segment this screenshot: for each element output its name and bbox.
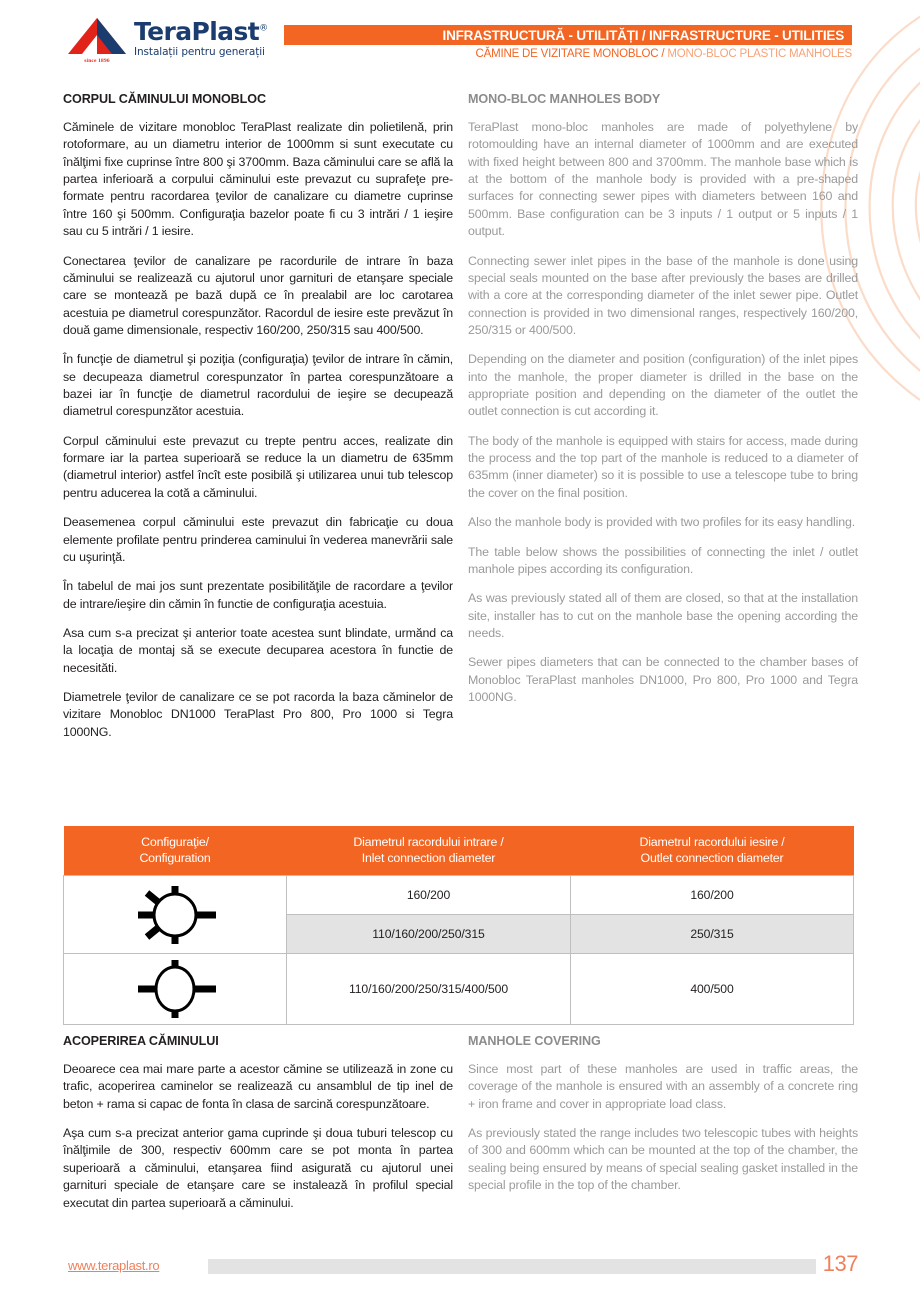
table-header-configuration	[64, 826, 287, 876]
bottom-left-romanian	[63, 1034, 453, 1212]
paragraph: As previously stated the range includes two telescopic tubes with heights of 300 and 600mm which can be mounted at the top of the chamber, the sealing being ensured by means of special sealing gasket installed in the special profile in the top of the chamber.	[468, 1126, 858, 1193]
table-header-inlet-ro: Diametrul racordului intrare /	[353, 835, 504, 849]
table-cell-outlet: 160/200	[571, 876, 854, 915]
paragraph: Deasemenea corpul căminului este prevazut din fabricaţie cu doua elemente profilate pentru prinderea caminului în vederea manevrării sale cu uşurinţă.	[63, 515, 453, 564]
table-cell-inlet: 110/160/200/250/315	[287, 915, 571, 954]
bottom-right-title: MANHOLE COVERING	[468, 1034, 601, 1048]
left-column-title: CORPUL CĂMINULUI MONOBLOC	[63, 92, 266, 106]
table-header-outlet-ro: Diametrul racordului iesire /	[639, 835, 785, 849]
logo-wordmark	[134, 19, 268, 44]
paragraph: Connecting sewer inlet pipes in the base of the manhole is done using special seals mounted on the base after previously the bases are drilled with a core at the corresponding diameter of the inlet sewer pipe. Outlet connection is provided in two dimensional ranges, respectively 160/200, 250/315 or 400/500.	[468, 253, 858, 337]
bottom-left-title: ACOPERIREA CĂMINULUI	[63, 1034, 219, 1048]
right-column-title: MONO-BLOC MANHOLES BODY	[468, 92, 661, 106]
teraplast-logo	[68, 17, 268, 64]
paragraph: Sewer pipes diameters that can be connected to the chamber bases of Monobloc TeraPlast manholes DN1000, Pro 800, Pro 1000 and Tegra 1000NG.	[468, 655, 858, 705]
page-header	[0, 0, 920, 76]
paragraph: Since most part of these manholes are used in traffic areas, the coverage of the manhole is ensured with an assembly of a concrete ring + iron frame and cover in appropriate load class.	[468, 1062, 858, 1111]
table-row	[64, 954, 854, 1025]
section-subtitle-en: MONO-BLOC PLASTIC MANHOLES	[664, 48, 852, 60]
section-subtitle	[476, 48, 852, 60]
paragraph: Căminele de vizitare monobloc TeraPlast realizate din polietilenă, prin rotoformare, au un diametru interior de 1000mm si sunt executate cu înălţimi fixe cuprinse între 800 şi 3700mm. Baza căminului care se află la partea inferioară a corpului căminului este prevazut cu suprafeţe pre-formate pentru racordarea ţevilor de canalizare cu diametre cuprinse între 160 şi 500mm. Configuraţia bazelor poate fi cu 3 intrări / 1 ieşire sau cu 5 intrări / 1 iesire.	[63, 120, 453, 239]
paragraph: Corpul căminului este prevazut cu trepte pentru acces, realizate din formare iar la partea superioară se reduce la un diametru de 635mm (diametrul interior) astfel încît este posibilă şi utilizarea unui tub telescop pentru aducerea la cotă a căminului.	[63, 433, 453, 500]
paragraph: Depending on the diameter and position (configuration) of the inlet pipes into the manhole, the proper diameter is drilled in the base on the appropriate position and depending on the diameter of the outlet the outlet connection is cut according it.	[468, 352, 858, 419]
teraplast-logo-mark-icon	[68, 18, 126, 64]
paragraph: The table below shows the possibilities of connecting the inlet / outlet manhole pipes according its configuration.	[468, 544, 858, 576]
paragraph: As was previously stated all of them are closed, so that at the installation site, installer has to cut on the manhole base the opening according the needs.	[468, 591, 858, 640]
paragraph: Asa cum s-a precizat şi anterior toate acestea sunt blindate, urmănd ca la locaţia de montaj să se execute decuparea acestora în functie de necesităti.	[63, 625, 453, 675]
table-cell-outlet: 250/315	[571, 915, 854, 954]
connection-diameters-table	[63, 826, 854, 1025]
table-header-outlet-en: Outlet connection diameter	[640, 850, 784, 865]
paragraph: The body of the manhole is equipped with stairs for access, made during the process and the top part of the manhole is reduced to a diameter of 635mm (inner diameter) so it is possible to use a telescope tube to bring the cover on the final position.	[468, 433, 858, 500]
website-link[interactable]: www.teraplast.ro	[68, 1258, 160, 1273]
right-column-english	[468, 92, 858, 706]
paragraph: În tabelul de mai jos sunt prezentate posibilităţile de racordare a ţevilor de intrare/ieşire din cămin în functie de configuraţia acestuia.	[63, 579, 453, 611]
logo-tagline: Instalații pentru generații	[134, 46, 265, 58]
table-header-inlet	[287, 826, 571, 876]
table-cell-outlet: 400/500	[571, 954, 854, 1025]
paragraph: Diametrele ţevilor de canalizare ce se pot racorda la baza căminelor de vizitare Monobloc DN1000 TeraPlast Pro 800, Pro 1000 si Tegra 1000NG.	[63, 690, 453, 739]
table-header-inlet-en: Inlet connection diameter	[361, 850, 496, 865]
logo-since-text: since 1896	[84, 58, 110, 64]
manhole-5-inlet-1-outlet-icon	[64, 876, 287, 954]
paragraph: În funcţie de diametrul şi poziţia (configuraţia) ţevilor de intrare în cămin, se decupeaza diametrul corespunzator în partea corespunzătoare a bazei iar în funcţie de diametrul racordului de ieşire se decupează diametrul corespunzător acestuia.	[63, 352, 453, 419]
section-subtitle-ro: CĂMINE DE VIZITARE MONOBLOC /	[475, 48, 665, 60]
page-footer	[0, 1251, 920, 1277]
logo-trademark: ®	[259, 23, 268, 34]
left-column-romanian	[63, 92, 453, 741]
paragraph: Aşa cum s-a precizat anterior gama cuprinde şi doua tuburi telescop cu înălţimile de 300, respectiv 600mm care se pot monta în partea superioară a căminului, etanşarea fiind asigurată cu ajutorul unei garnituri speciale de etanşare care se instalează în profilul special executat din partea superioară a căminului.	[63, 1126, 453, 1210]
table-header-row	[64, 826, 854, 876]
paragraph: Deoarece cea mai mare parte a acestor cămine se utilizează in zone cu trafic, acoperirea caminelor se realizează cu ansamblul de tip inel de beton + rama si capac de fonta în clasa de sarcină corespunzătoare.	[63, 1062, 453, 1111]
section-title-text: INFRASTRUCTURĂ - UTILITĂȚI / INFRASTRUCTURE - UTILITIES	[442, 27, 844, 43]
table-header-configuration-en: Configuration	[139, 850, 211, 865]
table-cell-inlet: 110/160/200/250/315/400/500	[287, 954, 571, 1025]
table-header-configuration-ro: Configuraţie/	[141, 835, 209, 849]
table-row	[64, 876, 854, 915]
footer-divider	[208, 1259, 816, 1274]
section-title-bar	[284, 25, 852, 45]
bottom-right-english	[468, 1034, 858, 1195]
table-cell-inlet: 160/200	[287, 876, 571, 915]
paragraph: TeraPlast mono-bloc manholes are made of polyethylene by rotomoulding have an internal diameter of 1000mm and are executed with fixed height between 800 and 3700mm. The manhole base which is at the bottom of the manhole body is provided with a pre-shaped surfaces for connecting sewer pipes with diameters between 160 and 500mm. Base configuration can be 3 inputs / 1 output or 5 inputs / 1 output.	[468, 120, 858, 239]
logo-name-text: TeraPlast	[134, 17, 260, 46]
page-number: 137	[822, 1251, 858, 1276]
paragraph: Conectarea ţevilor de canalizare pe racordurile de intrare în baza căminului se realizează cu ajutorul unor garnituri de etanşare speciale care se montează pe bază după ce în prealabil are loc carotarea acestuia pe diametrul corespunzător. Racordul de iesire este prevăzut în două game dimensionale, respectiv 160/200, 250/315 sau 400/500.	[63, 253, 453, 337]
table-header-outlet	[571, 826, 854, 876]
paragraph: Also the manhole body is provided with two profiles for its easy handling.	[468, 515, 855, 530]
manhole-3-inlet-1-outlet-icon	[64, 954, 287, 1025]
